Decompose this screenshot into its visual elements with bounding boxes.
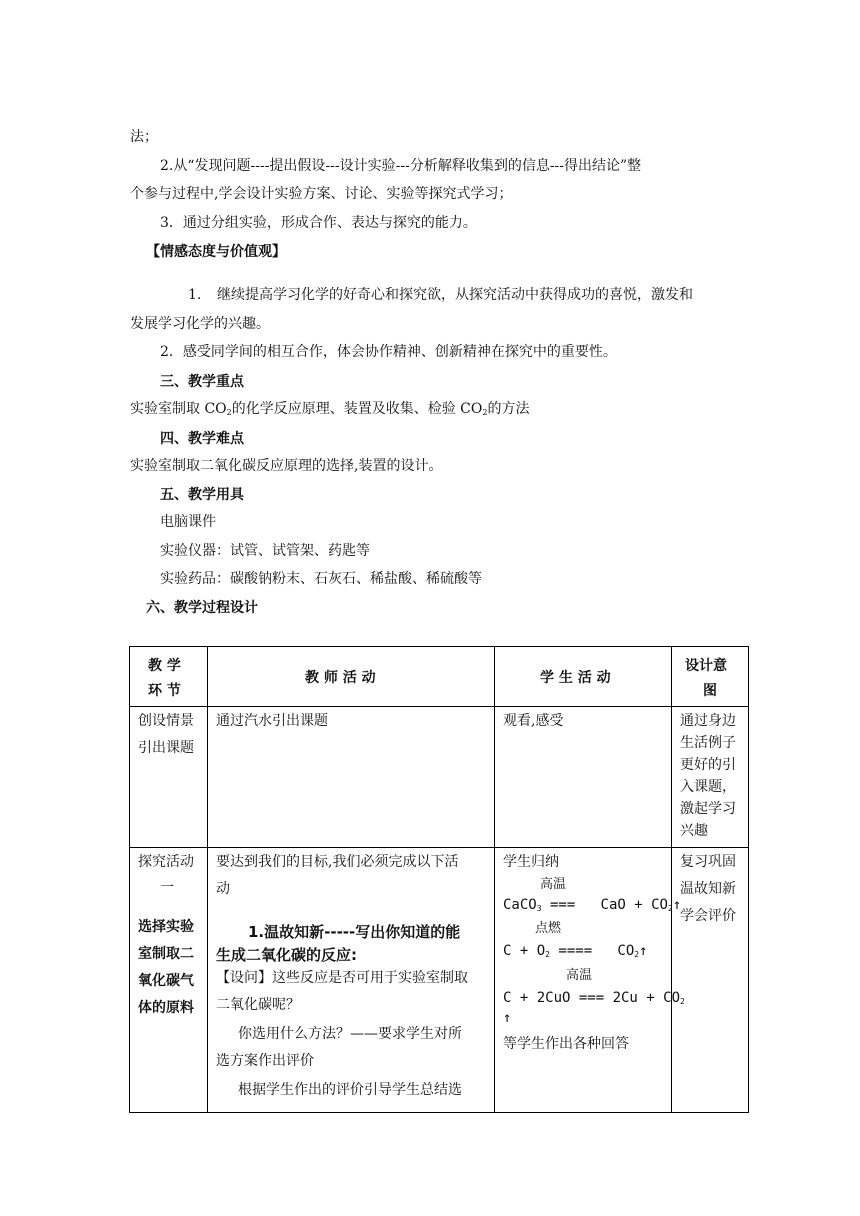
- cell-text: 观看,感受: [503, 713, 564, 729]
- cell-text: 更好的引: [680, 757, 736, 773]
- subscript: 2: [545, 950, 550, 959]
- subscript: 2: [634, 950, 640, 959]
- gas-arrow-icon: ↑: [503, 1010, 512, 1026]
- gas-arrow-icon: ↑: [672, 897, 682, 913]
- cell-bold-text: 选择实验: [138, 919, 194, 935]
- cell-text: 兴趣: [680, 823, 708, 839]
- intent-cell: [672, 707, 748, 847]
- cell-text: 选方案作出评价: [216, 1053, 314, 1069]
- cell-text: 你选用什么方法？——要求学生对所: [238, 1026, 462, 1042]
- reaction-condition: 高温: [566, 968, 593, 983]
- eq-part: CaCO: [503, 897, 537, 913]
- text-line: [130, 399, 529, 423]
- activity-heading: 1.温故知新-----写出你知道的能: [248, 923, 461, 941]
- header-label: 学 生 活 动: [540, 670, 611, 686]
- cell-text: 入课题，: [680, 779, 736, 795]
- header-label: 教 师 活 动: [305, 670, 376, 686]
- table-row: [130, 848, 749, 1113]
- header-label: 环 节: [148, 683, 181, 699]
- equation: [503, 943, 648, 959]
- text-line: 继续提高学习化学的好奇心和探究欲，从探究活动中获得成功的喜悦，激发和: [217, 287, 693, 303]
- table-row: [130, 707, 749, 848]
- intent-cell: [672, 848, 748, 1112]
- header-label: 设计意: [685, 658, 727, 674]
- text-segment: 的方法: [487, 401, 530, 417]
- text-line: 实验室制取二氧化碳反应原理的选择,装置的设计。: [130, 458, 443, 474]
- subscript: 3: [536, 904, 542, 913]
- student-cell: [495, 848, 685, 1112]
- equation: [503, 897, 681, 913]
- cell-text: 创设情景: [138, 713, 194, 729]
- eq-part: C + 2CuO === 2Cu + CO: [503, 990, 681, 1006]
- text-segment: 的化学反应原理、装置及收集、检验 CO: [231, 401, 483, 417]
- header-cell: [495, 647, 671, 706]
- cell-bold-text: 室制取二: [138, 946, 194, 962]
- subscript: 2: [226, 408, 232, 417]
- stage-cell: [130, 707, 207, 847]
- process-table: [129, 646, 749, 1113]
- text-line: 3．通过分组实验，形成合作、表达与探究的能力。: [160, 215, 477, 231]
- cell-bold-text: 氧化碳气: [138, 973, 194, 989]
- teacher-cell: [208, 707, 494, 847]
- table-header-row: [130, 647, 749, 707]
- text-line: 电脑课件: [160, 514, 216, 530]
- text-line: 法；: [130, 129, 158, 145]
- cell-text: 生活例子: [680, 735, 736, 751]
- cell-text: 一: [160, 880, 174, 896]
- eq-part: ==== CO: [549, 943, 635, 959]
- student-cell: [495, 707, 671, 847]
- cell-text: 温故知新: [680, 881, 736, 897]
- header-label: 教 学: [148, 658, 181, 674]
- header-cell: [208, 647, 494, 706]
- cell-text: 动: [216, 881, 230, 897]
- cell-text: 【设问】这些反应是否可用于实验室制取: [216, 970, 468, 986]
- text-line: 实验药品：碳酸钠粉末、石灰石、稀盐酸、稀硫酸等: [160, 571, 482, 587]
- cell-text: 学会评价: [680, 908, 736, 924]
- cell-text: 探究活动: [138, 854, 194, 870]
- cell-bold-text: 体的原料: [138, 1000, 194, 1016]
- section-heading: 五、教学用具: [160, 487, 244, 503]
- reaction-condition: 高温: [540, 877, 567, 892]
- text-line: 2.从“发现问题----提出假设---设计实验---分析解释收集到的信息---得出结论”整: [160, 158, 642, 174]
- cell-text: 通过身边: [680, 713, 736, 729]
- gas-arrow-icon: ↑: [639, 943, 648, 959]
- section-heading: 六、教学过程设计: [146, 600, 258, 616]
- cell-text: 要达到我们的目标,我们必须完成以下活: [216, 854, 459, 870]
- section-heading: 四、教学难点: [160, 431, 244, 447]
- cell-text: 二氧化碳呢？: [216, 997, 300, 1013]
- section-heading: 【情感态度与价值观】: [146, 244, 286, 260]
- header-label: 图: [703, 683, 717, 699]
- text-line: 个参与过程中,学会设计实验方案、讨论、实验等探究式学习；: [130, 186, 513, 202]
- subscript: 2: [482, 408, 488, 417]
- eq-part: C + O: [503, 943, 546, 959]
- header-cell: [672, 647, 748, 706]
- cell-text: 引出课题: [138, 740, 194, 756]
- teacher-cell: [208, 848, 494, 1112]
- eq-part: === CaO + CO: [541, 897, 668, 913]
- text-line: 发展学习化学的兴趣。: [130, 316, 270, 332]
- stage-cell: [130, 848, 207, 1112]
- text-line: 2．感受同学间的相互合作，体会协作精神、创新精神在探究中的重要性。: [160, 344, 617, 360]
- cell-text: 通过汽水引出课题: [216, 713, 328, 729]
- cell-text: 根据学生作出的评价引导学生总结选: [238, 1082, 462, 1098]
- list-number: 1.: [188, 287, 202, 303]
- subscript: 2: [667, 904, 673, 913]
- cell-text: 复习巩固: [680, 854, 736, 870]
- activity-heading: 生成二氧化碳的反应:: [216, 946, 357, 964]
- section-heading: 三、教学重点: [160, 374, 244, 390]
- text-line: 实验仪器：试管、试管架、药匙等: [160, 543, 370, 559]
- cell-text: 等学生作出各种回答: [503, 1036, 629, 1052]
- cell-text: 学生归纳: [503, 854, 559, 870]
- equation: [503, 990, 685, 1006]
- cell-text: 激起学习: [680, 801, 736, 817]
- reaction-condition: 点燃: [535, 921, 562, 936]
- subscript: 2: [680, 997, 685, 1006]
- text-segment: 实验室制取 CO: [130, 401, 227, 417]
- header-cell: [130, 647, 207, 706]
